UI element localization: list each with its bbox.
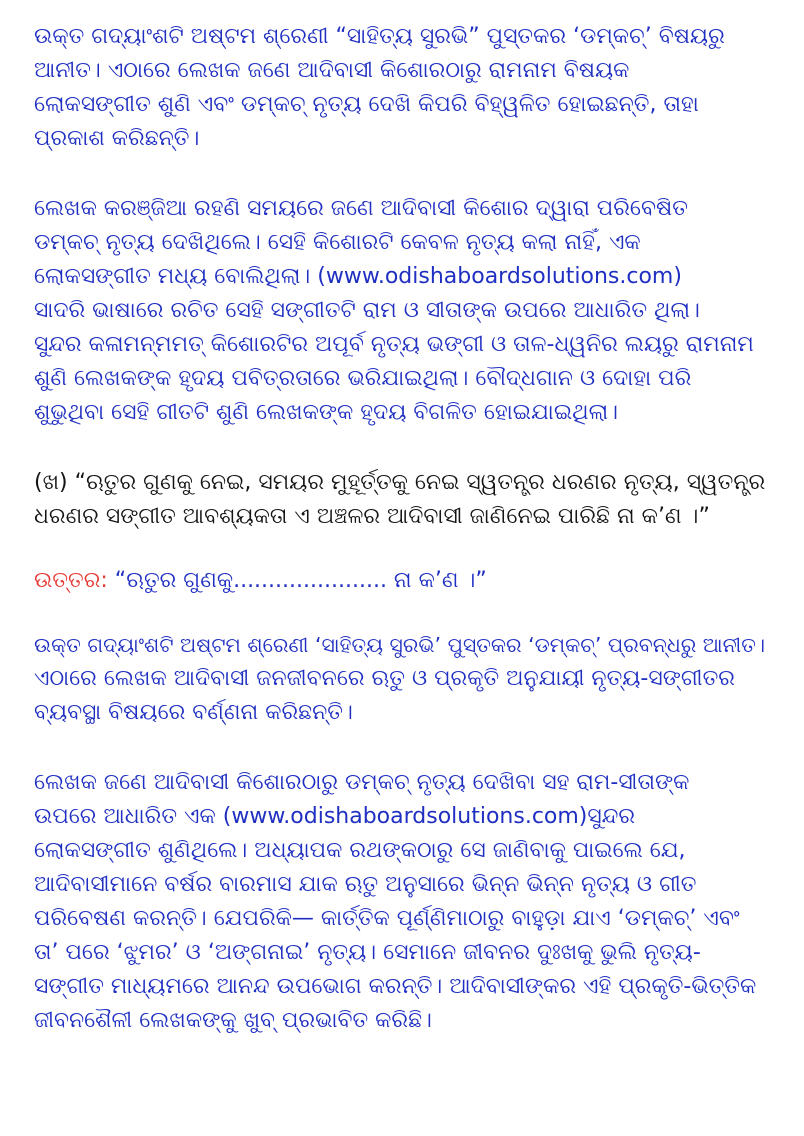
text-line: ଏଠାରେ ଲେଖକ ଆଦିବାସୀ ଜନଜୀବନରେ ଋତୁ ଓ ପ୍ରକୃତି ଅନୁଯାୟୀ ନୃତ୍ୟ-ସଙ୍ଗୀତର — [34, 666, 735, 691]
text-line: ଉକ୍ତ ଗଦ୍ୟାଂଶଟି ଅଷ୍ଟମ ଶ୍ରେଣୀ ‘ସାହିତ୍ୟ ସୁରଭି’ ପୁସ୍ତକର ‘ଡମ୍‌କଚ୍’ ପ୍ରବନ୍ଧରୁ ଆନୀତ। — [34, 633, 766, 657]
text-line: ଡମ୍‌କଚ୍ ନୃତ୍ୟ ଦେଖିଥିଲେ। ସେହି କିଶୋରଟି କେବଳ ନୃତ୍ୟ କଲା ନାହିଁ, ଏକ — [34, 230, 641, 255]
answer-intro-paragraph — [34, 628, 770, 730]
text-line: ଉକ୍ତ ଗଦ୍ୟାଂଶଟି ଅଷ୍ଟମ ଶ୍ରେଣୀ “ସାହିତ୍ୟ ସୁରଭି” ପୁସ୍ତକର ‘ଡମ୍‌କଚ୍’ ବିଷୟରୁ — [34, 24, 725, 49]
text-line: ଲୋକସଙ୍ଗୀତ ଶୁଣିଥିଲେ। ଅଧ୍ୟାପକ ରଥଙ୍କଠାରୁ ସେ ଜାଣିବାକୁ ପାଇଲେ ଯେ, — [34, 838, 686, 863]
text-line: ଆନୀତ। ଏଠାରେ ଲେଖକ ଜଣେ ଆଦିବାସୀ କିଶୋରଠାରୁ ରାମନାମ ବିଷୟକ — [34, 58, 630, 83]
text-line: ଲେଖକ କରଞ୍ଜିଆ ରହଣି ସମୟରେ ଜଣେ ଆଦିବାସୀ କିଶୋର ଦ୍ୱାରା ପରିବେଷିତ — [34, 196, 688, 221]
text-line: ଲୋକସଙ୍ଗୀତ ଶୁଣି ଏବଂ ଡମ୍‌କଚ୍ ନୃତ୍ୟ ଦେଖି କିପରି ବିହ୍ୱଳିତ ହୋଇଛନ୍ତି, ତାହା — [34, 92, 699, 117]
text-line: ଉପରେ ଆଧାରିତ ଏକ (www.odishaboardsolutions.com)ସୁନ୍ଦର — [34, 804, 635, 829]
text-line: ଶୁଣି ଲେଖକଙ୍କ ହୃଦୟ ପବିତ୍ରତାରେ ଭରିଯାଇଥିଲା। ବୌଦ୍ଧଗାନ ଓ ଦୋହା ପରି — [34, 366, 692, 391]
answer-line — [34, 564, 770, 598]
text-line: ସଙ୍ଗୀତ ମାଧ୍ୟମରେ ଆନନ୍ଦ ଉପଭୋଗ କରନ୍ତି। ଆଦିବାସୀଙ୍କର ଏହି ପ୍ରକୃତି-ଭିତ୍ତିକ — [34, 974, 757, 999]
explanation-paragraph — [34, 192, 770, 430]
text-line: ତା’ ପରେ ‘ଝୁମର’ ଓ ‘ଅଙ୍ଗନାଇ’ ନୃତ୍ୟ। ସେମାନେ ଜୀବନର ଦୁଃଖକୁ ଭୁଲି ନୃତ୍ୟ- — [34, 940, 701, 965]
question-paragraph — [34, 466, 770, 534]
text-line: ବ୍ୟବସ୍ଥା ବିଷୟରେ ବର୍ଣ୍ଣନା କରିଛନ୍ତି। — [34, 700, 353, 725]
text-line: ଆଦିବାସୀମାନେ ବର୍ଷର ବାରମାସ ଯାକ ଋତୁ ଅନୁସାରେ ଭିନ୍ନ ଭିନ୍ନ ନୃତ୍ୟ ଓ ଗୀତ — [34, 872, 697, 897]
answer-heading — [34, 564, 770, 598]
text-line: ଜୀବନଶୈଳୀ ଲେଖକଙ୍କୁ ଖୁବ୍ ପ୍ରଭାବିତ କରିଛି। — [34, 1008, 432, 1033]
question-line: (ଖ) “ଋତୁର ଗୁଣକୁ ନେଇ, ସମୟର ମୁହୂର୍ତ୍ତକୁ ନେଇ ସ୍ୱତନ୍ତ୍ର ଧରଣର ନୃତ୍ୟ, ସ୍ୱତନ୍ତ୍ର — [34, 470, 766, 495]
text-line: ଶୁଭୁଥିବା ସେହି ଗୀତଟି ଶୁଣି ଲେଖକଙ୍କ ହୃଦୟ ବିଗଳିତ ହୋଇଯାଇଥିଲା। — [34, 400, 619, 425]
answer-explanation-paragraph — [34, 766, 770, 1038]
text-line: ପରିବେଷଣ କରନ୍ତି। ଯେପରିକି— କାର୍ତ୍ତିକ ପୂର୍ଣ୍ଣିମାଠାରୁ ବାହୁଡ଼ା ଯାଏ ‘ଡମ୍‌କଚ୍’ ଏବଂ — [34, 906, 740, 931]
text-line: ପ୍ରକାଶ କରିଛନ୍ତି। — [34, 126, 200, 151]
text-line: ଲୋକସଙ୍ଗୀତ ମଧ୍ୟ ବୋଲିଥିଲା। (www.odishaboardsolutions.com) — [34, 264, 682, 289]
intro-paragraph — [34, 20, 770, 156]
text-line: ଲେଖକ ଜଣେ ଆଦିବାସୀ କିଶୋରଠାରୁ ଡମ୍‌କଚ୍ ନୃତ୍ୟ ଦେଖିବା ସହ ରାମ-ସୀତାଙ୍କ — [34, 770, 690, 795]
answer-label: ଉତ୍ତର: — [34, 568, 108, 593]
text-line: ସାଦରି ଭାଷାରେ ରଚିତ ସେହି ସଙ୍ଗୀତଟି ରାମ ଓ ସୀତାଙ୍କ ଉପରେ ଆଧାରିତ ଥିଲା। — [34, 298, 700, 323]
answer-text: “ଋତୁର ଗୁଣକୁ...................... ନା କ’ଣ ।” — [107, 568, 487, 593]
question-line: ଧରଣର ସଙ୍ଗୀତ ଆବଶ୍ୟକତା ଏ ଅଞ୍ଚଳର ଆଦିବାସୀ ଜାଣିନେଇ ପାରିଛି ନା କ’ଣ ।” — [34, 504, 710, 529]
text-line: ସୁନ୍ଦର କଳାମନ୍ମମତ୍ କିଶୋରଟିର ଅପୂର୍ବ ନୃତ୍ୟ ଭଙ୍ଗୀ ଓ ତାଳ-ଧ୍ୱନିର ଲୟରୁ ରାମନାମ — [34, 332, 754, 357]
